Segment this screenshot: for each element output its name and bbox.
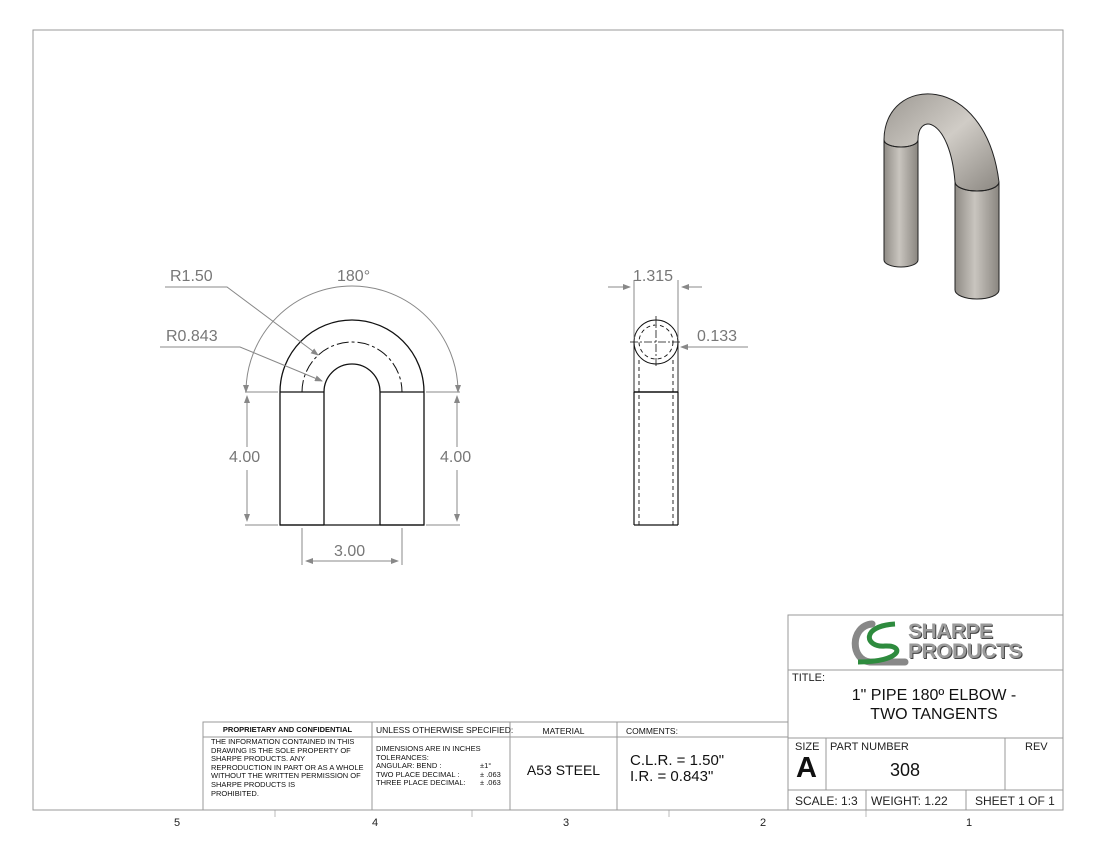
pipe-outer-outline xyxy=(280,320,424,525)
comment-line: C.L.R. = 1.50" xyxy=(630,752,725,769)
notice-line: REPRODUCTION IN PART OR AS A WHOLE xyxy=(211,762,364,772)
logo-mark xyxy=(855,624,905,662)
tolerance-row: THREE PLACE DECIMAL: ± .063 xyxy=(376,778,501,788)
iso-view-3d xyxy=(884,94,999,299)
proprietary-notice xyxy=(211,738,364,798)
drawing-title xyxy=(826,686,1042,724)
notice-line: SHARPE PRODUCTS. ANY xyxy=(211,754,306,764)
dim-outside-diameter: 1.315 xyxy=(633,268,674,285)
zone-label: 3 xyxy=(563,817,570,829)
front-view xyxy=(280,320,424,525)
notice-line: WITHOUT THE WRITTEN PERMISSION OF xyxy=(211,771,361,781)
notice-line: THE INFORMATION CONTAINED IN THIS xyxy=(211,737,355,746)
notice-line: DRAWING IS THE SOLE PROPERTY OF xyxy=(211,745,351,755)
side-view xyxy=(630,316,682,525)
notice-line: SHARPE PRODUCTS IS xyxy=(211,779,296,789)
dim-wall-thickness: 0.133 xyxy=(697,328,738,345)
dim-radius-inner: R0.843 xyxy=(166,328,218,345)
part-number-label: PART NUMBER xyxy=(830,741,909,753)
zone-label: 5 xyxy=(174,817,181,829)
dim-tangent-left: 4.00 xyxy=(229,449,261,466)
rev-label: REV xyxy=(1025,741,1048,753)
logo-line-2: PRODUCTS xyxy=(908,640,1022,663)
angle-dim-arc xyxy=(246,286,458,392)
center-line xyxy=(302,342,402,392)
part-number: 308 xyxy=(890,760,921,780)
dim-angle: 180° xyxy=(337,268,371,285)
dim-width: 3.00 xyxy=(334,543,366,560)
proprietary-title: PROPRIETARY AND CONFIDENTIAL xyxy=(222,725,353,734)
zone-label: 1 xyxy=(966,817,973,829)
zone-label: 4 xyxy=(372,817,379,829)
size-label: SIZE xyxy=(795,741,820,753)
material-title: MATERIAL xyxy=(542,726,585,736)
title-label: TITLE: xyxy=(792,672,826,684)
tolerances-list xyxy=(376,745,508,788)
comment-line: I.R. = 0.843" xyxy=(630,768,714,785)
leader-r0843 xyxy=(160,347,322,381)
sheet-number: SHEET 1 OF 1 xyxy=(975,794,1055,808)
size-value: A xyxy=(796,752,817,784)
comments-title: COMMENTS: xyxy=(626,726,678,736)
tolerance-row: DIMENSIONS ARE IN INCHES xyxy=(376,744,481,753)
weight: WEIGHT: 1.22 xyxy=(871,794,948,808)
notice-line: PROHIBITED. xyxy=(211,788,259,798)
dim-radius-outer: R1.50 xyxy=(170,268,213,285)
zone-label: 2 xyxy=(760,817,767,829)
company-logo xyxy=(908,622,1022,662)
pipe-inner-outline xyxy=(324,364,380,525)
logo-line-1: SHARPE xyxy=(908,620,993,643)
unless-title: UNLESS OTHERWISE SPECIFIED: xyxy=(376,725,514,735)
material-value: A53 STEEL xyxy=(526,762,601,778)
tolerance-row: ANGULAR: BEND : ±1° xyxy=(376,761,492,771)
scale: SCALE: 1:3 xyxy=(795,794,858,808)
tolerance-row: TOLERANCES: xyxy=(376,752,429,762)
tolerance-row: TWO PLACE DECIMAL : ± .063 xyxy=(376,769,501,779)
title-line-2: TWO TANGENTS xyxy=(870,706,998,723)
comments-body xyxy=(630,753,724,785)
dim-tangent-right: 4.00 xyxy=(440,449,472,466)
title-line-1: 1" PIPE 180º ELBOW - xyxy=(851,687,1017,704)
